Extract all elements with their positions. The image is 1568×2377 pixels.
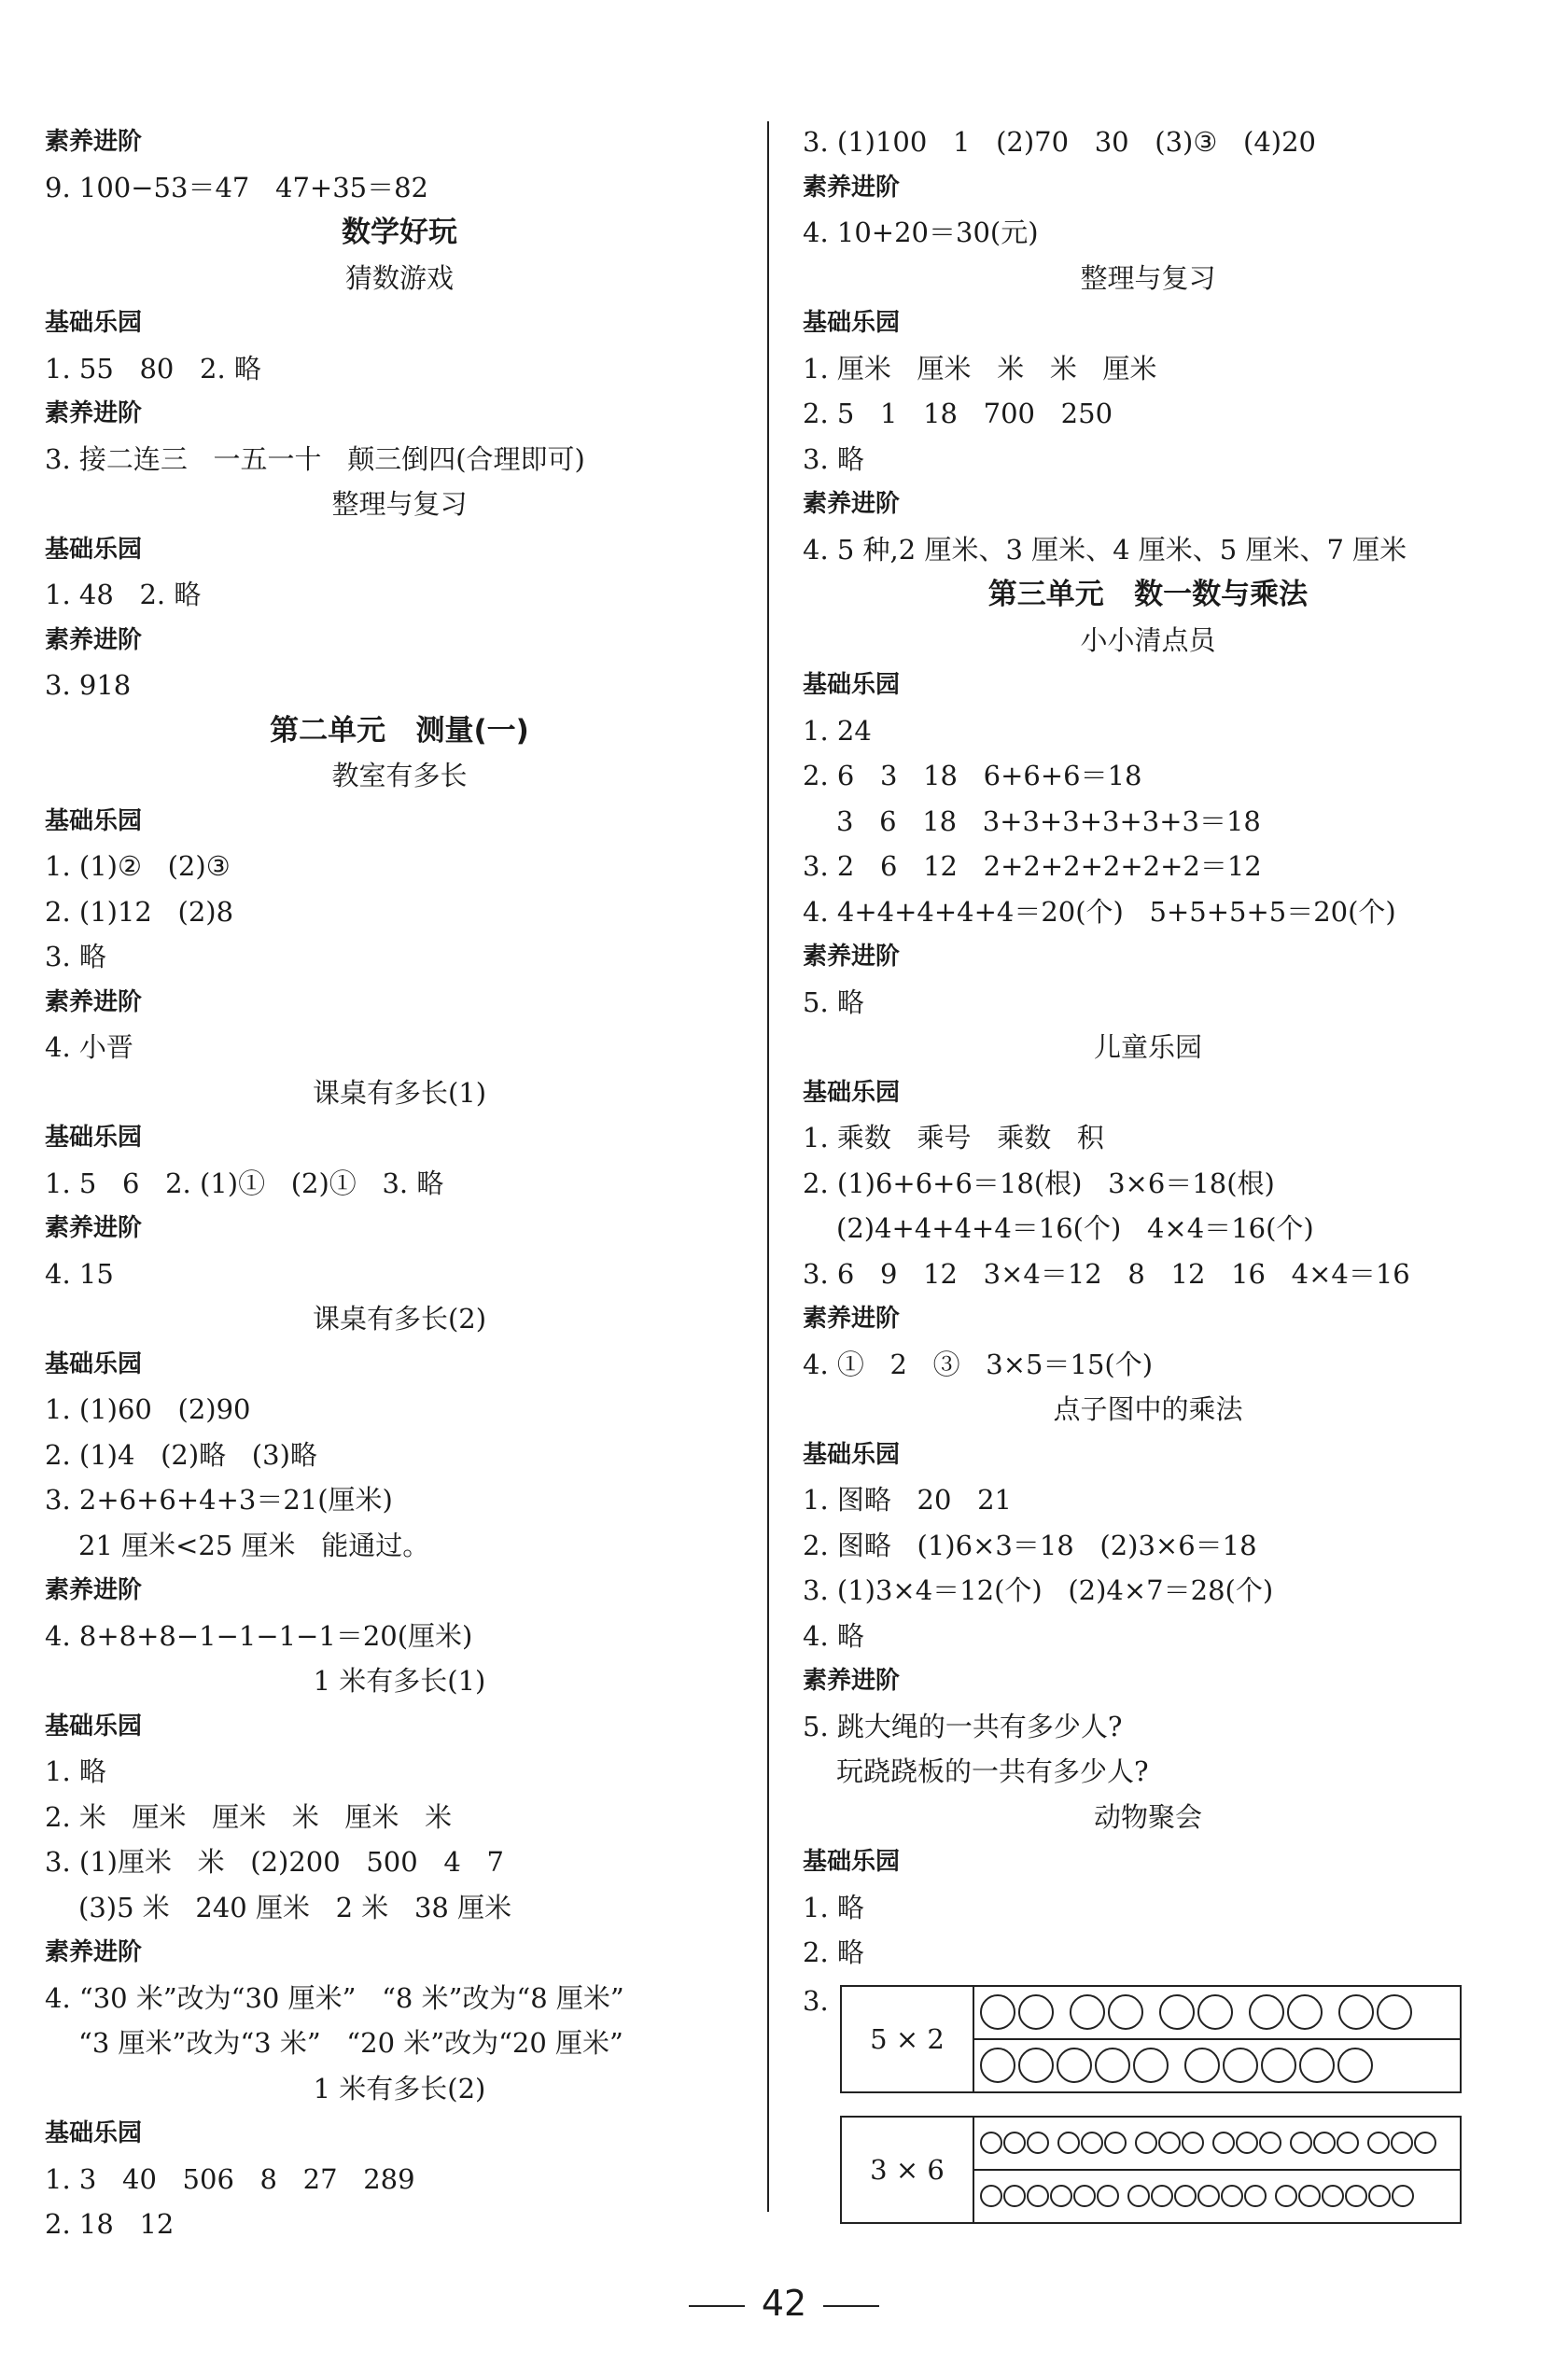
circle xyxy=(1367,2132,1390,2154)
circle xyxy=(1392,2185,1414,2207)
answer-line: 2. 5 1 18 700 250 xyxy=(803,398,1113,429)
question-number: 3. xyxy=(803,1984,829,2017)
answer-line: 3. (1)100 1 (2)70 30 (3)③ (4)20 xyxy=(803,126,1316,158)
answer-line: 4. 8+8+8−1−1−1−1＝20(厘米) xyxy=(45,1619,473,1652)
circle-grid-block xyxy=(803,2116,1493,2228)
answer-line: 2. 略 xyxy=(803,1937,864,1968)
grid-expression: 5 × 2 xyxy=(842,1987,974,2091)
answer-line-continued: 玩跷跷板的一共有多少人? xyxy=(836,1755,1149,1787)
answer-line: 3. 接二连三 一五一十 颠三倒四(合理即可) xyxy=(45,442,585,475)
answer-line: 2. (1)4 (2)略 (3)略 xyxy=(45,1438,317,1471)
answer-line: 2. 6 3 18 6+6+6＝18 xyxy=(803,760,1142,791)
circle-group xyxy=(980,2185,1120,2207)
circle xyxy=(1018,1994,1054,2030)
answer-line: 2. 18 12 xyxy=(45,2208,175,2240)
circle xyxy=(1184,2048,1220,2083)
circle xyxy=(1197,1994,1233,2030)
answer-line: 1. 图略 20 21 xyxy=(803,1484,1012,1516)
section-label: 基础乐园 xyxy=(45,2119,143,2147)
circle-row xyxy=(974,2118,1460,2169)
answer-line: 1. 略 xyxy=(45,1755,106,1787)
circle xyxy=(1414,2132,1436,2154)
answer-line: 2. 图略 (1)6×3＝18 (2)3×6＝18 xyxy=(803,1529,1257,1561)
answer-line-continued: 21 厘米<25 厘米 能通过。 xyxy=(78,1529,430,1561)
column-divider xyxy=(767,121,769,2212)
answer-line: 3. 918 xyxy=(45,669,132,701)
unit-title: 第三单元 数一数与乘法 xyxy=(987,578,1309,611)
section-label: 素养进阶 xyxy=(45,399,143,427)
section-label: 素养进阶 xyxy=(803,1305,901,1333)
section-label: 素养进阶 xyxy=(45,987,143,1016)
circle xyxy=(1290,2132,1312,2154)
section-label: 素养进阶 xyxy=(45,1938,143,1966)
circle-group xyxy=(1338,1994,1415,2030)
circle xyxy=(1057,2132,1080,2154)
answer-line: 1. 5 6 2. (1)① (2)① 3. 略 xyxy=(45,1167,444,1199)
page-number: 42 xyxy=(761,2283,807,2324)
answer-line: 4. 15 xyxy=(45,1257,114,1290)
circle-group xyxy=(1070,1994,1146,2030)
section-label: 基础乐园 xyxy=(45,535,143,564)
lesson-title: 课桌有多长(2) xyxy=(312,1303,487,1335)
circle xyxy=(1337,2048,1373,2083)
circle-row xyxy=(974,2038,1460,2091)
answer-line: 4. ① 2 ③ 3×5＝15(个) xyxy=(803,1348,1154,1380)
section-label: 基础乐园 xyxy=(803,671,901,699)
lesson-title: 1 米有多长(1) xyxy=(313,1665,486,1697)
circle-group xyxy=(1275,2185,1415,2207)
answer-line: 2. (1)12 (2)8 xyxy=(45,895,234,928)
section-label: 素养进阶 xyxy=(803,173,901,202)
circle-group xyxy=(980,1994,1057,2030)
right-column xyxy=(803,119,1493,2228)
answer-line: 1. (1)60 (2)90 xyxy=(45,1393,251,1425)
circle xyxy=(1275,2185,1297,2207)
circle-group xyxy=(1212,2132,1282,2154)
circle xyxy=(1313,2132,1336,2154)
section-label: 基础乐园 xyxy=(45,806,143,835)
answer-line: 3. 2+6+6+4+3＝21(厘米) xyxy=(45,1484,393,1516)
circle xyxy=(1197,2185,1220,2207)
circle xyxy=(980,2132,1002,2154)
answer-line: 3. 6 9 12 3×4＝12 8 12 16 4×4＝16 xyxy=(803,1257,1410,1290)
circle xyxy=(1050,2185,1072,2207)
circle xyxy=(1322,2185,1344,2207)
circle xyxy=(1159,1994,1195,2030)
circle xyxy=(1261,2048,1296,2083)
section-label: 素养进阶 xyxy=(45,128,143,156)
answer-line: 4. 4+4+4+4+4＝20(个) 5+5+5+5＝20(个) xyxy=(803,895,1396,928)
circle-group xyxy=(1127,2185,1267,2207)
circle xyxy=(1070,1994,1105,2030)
circle xyxy=(1127,2185,1150,2207)
circle xyxy=(1345,2185,1367,2207)
circle xyxy=(1095,2048,1130,2083)
circle xyxy=(1108,1994,1143,2030)
circle-grid xyxy=(840,2116,1462,2224)
answer-line: 1. (1)② (2)③ xyxy=(45,850,231,882)
answer-line: 1. 55 80 2. 略 xyxy=(45,352,261,385)
circle xyxy=(1003,2185,1026,2207)
answer-line: 5. 略 xyxy=(803,986,864,1018)
lesson-title: 猜数游戏 xyxy=(344,261,454,294)
answer-line-continued: 3 6 18 3+3+3+3+3+3＝18 xyxy=(836,804,1261,837)
section-label: 基础乐园 xyxy=(803,309,901,337)
circle-group xyxy=(980,2132,1050,2154)
circle xyxy=(1027,2185,1049,2207)
footer-dash-right xyxy=(823,2305,879,2307)
circle-grid-block xyxy=(803,1976,1493,2116)
section-label: 基础乐园 xyxy=(803,1440,901,1469)
section-label: 基础乐园 xyxy=(45,1349,143,1378)
circle xyxy=(1249,1994,1284,2030)
circle xyxy=(1057,2048,1092,2083)
circle xyxy=(1338,1994,1374,2030)
answer-line: 4. “30 米”改为“30 厘米” “8 米”改为“8 厘米” xyxy=(45,1981,624,2014)
circle xyxy=(1223,2048,1258,2083)
section-label: 素养进阶 xyxy=(803,943,901,971)
circle xyxy=(1081,2132,1103,2154)
circle-group xyxy=(1290,2132,1360,2154)
page-footer xyxy=(0,2283,1568,2324)
circle xyxy=(1236,2132,1258,2154)
circle xyxy=(1337,2132,1359,2154)
circle-group xyxy=(1135,2132,1205,2154)
circle-group xyxy=(1184,2048,1376,2083)
circle-group xyxy=(1367,2132,1437,2154)
circle xyxy=(1298,2185,1321,2207)
circle-grid xyxy=(840,1985,1462,2093)
section-label: 基础乐园 xyxy=(45,1124,143,1152)
answer-line: 1. 48 2. 略 xyxy=(45,579,202,610)
section-label: 基础乐园 xyxy=(45,309,143,337)
circle xyxy=(980,2048,1015,2083)
circle xyxy=(1391,2132,1413,2154)
answer-line: 3. (1)厘米 米 (2)200 500 4 7 xyxy=(45,1846,504,1878)
grid-expression: 3 × 6 xyxy=(842,2118,974,2222)
lesson-title: 教室有多长 xyxy=(331,760,468,791)
answer-line: 1. 乘数 乘号 乘数 积 xyxy=(803,1122,1104,1154)
circle xyxy=(980,2185,1002,2207)
circle xyxy=(1158,2132,1181,2154)
circle xyxy=(980,1994,1015,2030)
circle xyxy=(1212,2132,1235,2154)
circle xyxy=(1174,2185,1197,2207)
section-label: 素养进阶 xyxy=(45,1214,143,1242)
circle xyxy=(1151,2185,1173,2207)
circle xyxy=(1377,1994,1412,2030)
circle-group xyxy=(1249,1994,1325,2030)
answer-line: 3. (1)3×4＝12(个) (2)4×7＝28(个) xyxy=(803,1574,1274,1606)
unit-title: 数学好玩 xyxy=(342,216,457,249)
section-label: 素养进阶 xyxy=(803,490,901,518)
circle-row xyxy=(974,2169,1460,2222)
answer-line: 3. 2 6 12 2+2+2+2+2+2＝12 xyxy=(803,850,1262,882)
lesson-title: 1 米有多长(2) xyxy=(313,2072,486,2104)
answer-line-continued: “3 厘米”改为“3 米” “20 米”改为“20 厘米” xyxy=(78,2027,623,2059)
circle-group xyxy=(980,2048,1171,2083)
answer-line: 1. 厘米 厘米 米 米 厘米 xyxy=(803,352,1157,385)
lesson-title: 课桌有多长(1) xyxy=(312,1076,487,1109)
circle xyxy=(1299,2048,1335,2083)
circle-row xyxy=(974,1987,1460,2038)
answer-line: 3. 略 xyxy=(803,442,864,475)
answer-line-continued: (3)5 米 240 厘米 2 米 38 厘米 xyxy=(78,1891,512,1923)
unit-title: 第二单元 测量(一) xyxy=(270,713,529,748)
answer-line: 4. 小晋 xyxy=(45,1031,133,1063)
lesson-title: 整理与复习 xyxy=(331,488,468,520)
section-label: 素养进阶 xyxy=(45,1576,143,1604)
circle xyxy=(1018,2048,1054,2083)
lesson-title: 小小清点员 xyxy=(1080,623,1216,656)
section-label: 基础乐园 xyxy=(45,1712,143,1741)
answer-line: 4. 10+20＝30(元) xyxy=(803,217,1039,248)
answer-line: 9. 100−53＝47 47+35＝82 xyxy=(45,171,428,203)
section-label: 基础乐园 xyxy=(803,1078,901,1107)
circle xyxy=(1133,2048,1169,2083)
answer-line: 1. 24 xyxy=(803,714,872,747)
section-label: 基础乐园 xyxy=(803,1848,901,1876)
circle xyxy=(1244,2185,1267,2207)
footer-dash-left xyxy=(689,2305,745,2307)
section-label: 素养进阶 xyxy=(803,1667,901,1695)
answer-line-continued: (2)4+4+4+4＝16(个) 4×4＝16(个) xyxy=(836,1212,1314,1244)
circle xyxy=(1027,2132,1049,2154)
circle xyxy=(1259,2132,1281,2154)
circle xyxy=(1073,2185,1096,2207)
answer-line: 1. 3 40 506 8 27 289 xyxy=(45,2162,415,2195)
circle xyxy=(1135,2132,1157,2154)
lesson-title: 点子图中的乘法 xyxy=(1053,1393,1243,1425)
answer-line: 1. 略 xyxy=(803,1891,864,1923)
answer-line: 4. 5 种,2 厘米、3 厘米、4 厘米、5 厘米、7 厘米 xyxy=(803,533,1407,566)
circle xyxy=(1104,2132,1127,2154)
answer-line: 4. 略 xyxy=(803,1619,864,1652)
circle-group xyxy=(1057,2132,1127,2154)
circle xyxy=(1221,2185,1243,2207)
circle-group xyxy=(1159,1994,1236,2030)
left-column xyxy=(45,119,754,2247)
circle xyxy=(1003,2132,1026,2154)
circle xyxy=(1097,2185,1119,2207)
lesson-title: 动物聚会 xyxy=(1093,1800,1202,1833)
lesson-title: 整理与复习 xyxy=(1080,261,1216,294)
lesson-title: 儿童乐园 xyxy=(1093,1031,1202,1063)
circle xyxy=(1182,2132,1204,2154)
answer-line: 2. 米 厘米 厘米 米 厘米 米 xyxy=(45,1800,453,1833)
answer-line: 2. (1)6+6+6＝18(根) 3×6＝18(根) xyxy=(803,1167,1275,1199)
answer-line: 5. 跳大绳的一共有多少人? xyxy=(803,1710,1123,1742)
circle xyxy=(1287,1994,1323,2030)
section-label: 素养进阶 xyxy=(45,625,143,654)
answer-line: 3. 略 xyxy=(45,941,106,972)
circle xyxy=(1368,2185,1391,2207)
